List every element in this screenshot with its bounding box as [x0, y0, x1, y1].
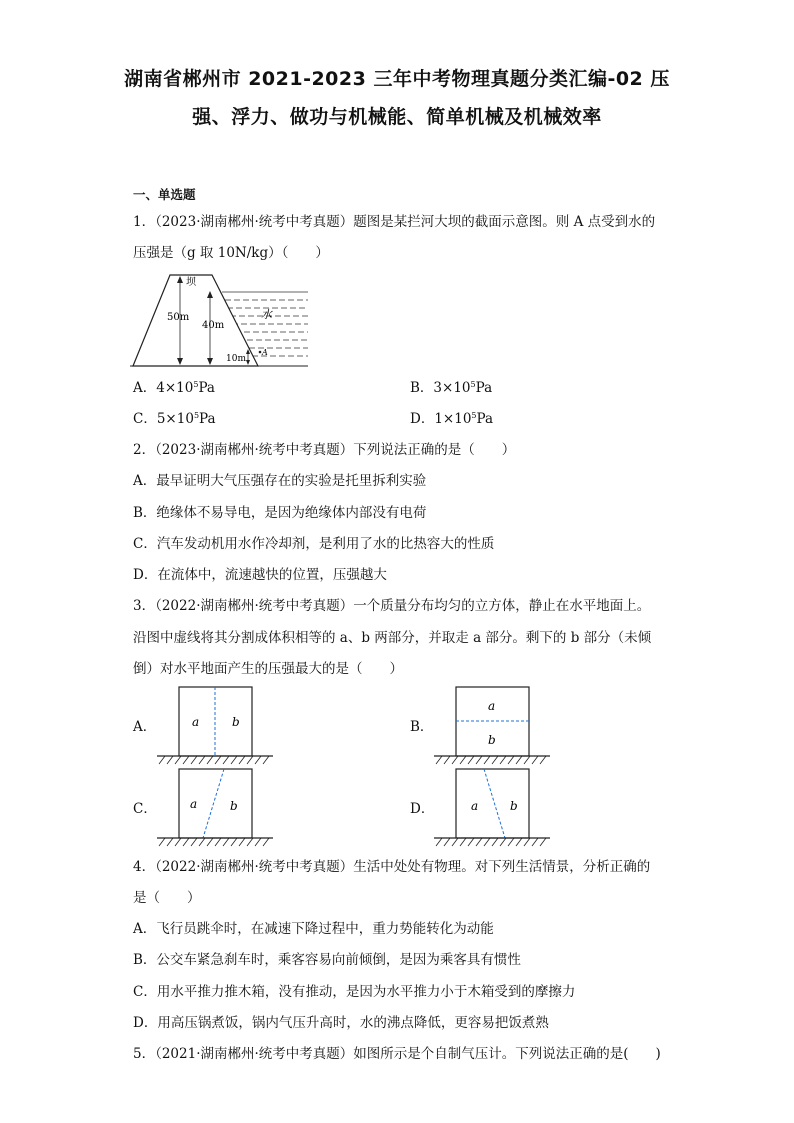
- q3-figure-d[interactable]: [432, 768, 552, 848]
- q1-option-b[interactable]: B．$3\times 10^5Pa$: [410, 380, 493, 396]
- point-a: [259, 351, 262, 354]
- q4-option-d[interactable]: D．用高压锅煮饭，锅内气压升高时，水的沸点降低，更容易把饭煮熟: [133, 1015, 549, 1031]
- dam-label: 坝: [186, 277, 196, 288]
- q3-stem-line2: 沿图中虚线将其分割成体积相等的 a、b 两部分，并取走 a 部分。剩下的 b 部分（未倾: [133, 630, 652, 646]
- water-label: 水: [261, 308, 272, 321]
- q4-stem-line2: 是（ ）: [133, 890, 201, 906]
- q3-figure-a[interactable]: [155, 686, 275, 766]
- part-a-label: a: [471, 799, 479, 813]
- q4-stem-line1: 4．（2022·湖南郴州·统考中考真题）生活中处处有物理。对下列生活情景，分析正确的: [133, 859, 651, 875]
- part-b-label: b: [488, 733, 496, 747]
- q1-stem-line1: 1．（2023·湖南郴州·统考中考真题）题图是某拦河大坝的截面示意图。则 A 点受到水的: [133, 214, 656, 230]
- q1-stem-line2: 压强是（g 取 10N/kg）（ ）: [133, 245, 329, 261]
- part-b-label: b: [510, 799, 518, 813]
- part-b-label: b: [230, 799, 238, 813]
- dam-diagram: [130, 272, 310, 370]
- ground-hatch: [436, 838, 546, 846]
- dam-shape: [133, 275, 258, 366]
- q3-figure-b[interactable]: [432, 686, 552, 766]
- point-a-label: A: [262, 348, 268, 357]
- document-title: [100, 60, 694, 136]
- q2-option-b[interactable]: B．绝缘体不易导电，是因为绝缘体内部没有电荷: [133, 505, 427, 521]
- part-b-label: b: [232, 715, 240, 729]
- ground-hatch: [159, 756, 269, 764]
- q4-option-b[interactable]: B．公交车紧急刹车时，乘客容易向前倾倒，是因为乘客具有惯性: [133, 952, 521, 968]
- part-a-label: a: [190, 797, 198, 811]
- q3-figure-c[interactable]: [155, 768, 275, 848]
- q2-option-a[interactable]: A．最早证明大气压强存在的实验是托里拆利实验: [133, 473, 427, 489]
- title-line-1: 湖南省郴州市 2021-2023 三年中考物理真题分类汇编-02 压: [124, 68, 670, 90]
- q3-option-c-label[interactable]: C．: [133, 801, 157, 817]
- part-a-label: a: [488, 699, 496, 713]
- q3-stem-line3: 倒）对水平地面产生的压强最大的是（ ）: [133, 661, 403, 677]
- height-10m-label: 10m: [226, 354, 246, 364]
- q2-option-c[interactable]: C．汽车发动机用水作冷却剂，是利用了水的比热容大的性质: [133, 536, 495, 552]
- ground-hatch: [436, 756, 546, 764]
- q2-stem: 2．（2023·湖南郴州·统考中考真题）下列说法正确的是（ ）: [133, 442, 516, 458]
- q4-option-a[interactable]: A．飞行员跳伞时，在减速下降过程中，重力势能转化为动能: [133, 921, 494, 937]
- q3-option-d-label[interactable]: D．: [410, 801, 435, 817]
- q4-option-c[interactable]: C．用水平推力推木箱，没有推动，是因为水平推力小于木箱受到的摩擦力: [133, 984, 576, 1000]
- q1-option-c[interactable]: C．$5\times 10^5Pa$: [133, 411, 216, 427]
- q3-stem-line1: 3．（2022·湖南郴州·统考中考真题）一个质量分布均匀的立方体，静止在水平地面上。: [133, 598, 651, 614]
- part-a-label: a: [192, 715, 200, 729]
- ground-hatch: [159, 838, 269, 846]
- depth-40m-label: 40m: [202, 320, 225, 331]
- q2-option-d[interactable]: D．在流体中，流速越快的位置，压强越大: [133, 567, 387, 583]
- title-line-2: 强、浮力、做功与机械能、简单机械及机械效率: [192, 106, 602, 128]
- q1-option-a[interactable]: A．$4\times 10^5Pa$: [133, 380, 215, 396]
- q5-stem: 5．（2021·湖南郴州·统考中考真题）如图所示是个自制气压计。下列说法正确的是( ): [133, 1046, 661, 1062]
- q3-option-a-label[interactable]: A．: [133, 719, 157, 735]
- height-50m-label: 50m: [167, 312, 190, 323]
- section-heading: 一、单选题: [133, 187, 196, 202]
- q1-option-d[interactable]: D．$1\times 10^5Pa$: [410, 411, 494, 427]
- q3-option-b-label[interactable]: B．: [410, 719, 434, 735]
